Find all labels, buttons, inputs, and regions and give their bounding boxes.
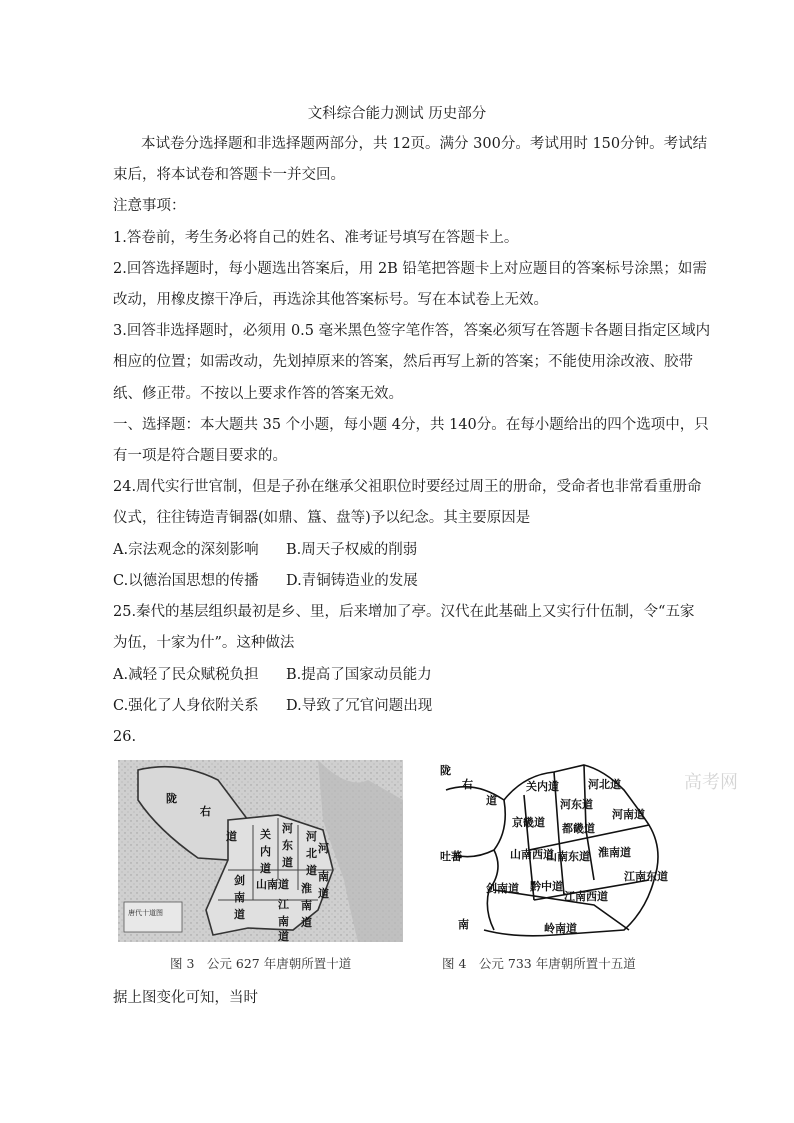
- map4-label: 淮南道: [598, 846, 631, 859]
- note-1: 1.答卷前，考生务必将自己的姓名、准考证号填写在答题卡上。: [113, 230, 519, 246]
- map3-label: 南: [234, 891, 245, 904]
- map3-label: 剑: [234, 874, 245, 887]
- map4-label: 河东道: [560, 798, 593, 811]
- q24-option-d: D.青铜铸造业的发展: [286, 573, 418, 589]
- q25-stem-line-1: 25.秦代的基层组织最初是乡、里，后来增加了亭。汉代在此基础上又实行什伍制，令“五家: [113, 604, 695, 620]
- map3-label: 河: [318, 842, 329, 855]
- q25-option-d: D.导致了冗官问题出现: [286, 698, 433, 714]
- map4-label: 吐蕃: [440, 850, 462, 863]
- caption-figure-4: 图 4 公元 733 年唐朝所置十五道: [442, 956, 636, 971]
- q25-stem-line-2: 为伍，十家为什”。这种做法: [113, 635, 295, 651]
- map4-label: 南: [458, 918, 469, 931]
- map3-label: 道: [226, 830, 237, 843]
- notes-heading: 注意事项：: [113, 198, 186, 214]
- map3-label: 南: [301, 899, 312, 912]
- q25-option-b: B.提高了国家动员能力: [286, 667, 432, 683]
- map4-label: 剑南道: [486, 882, 519, 895]
- map4-label: 河南道: [612, 808, 645, 821]
- map3-label: 关: [260, 828, 271, 841]
- q25-option-a: A.减轻了民众赋税负担: [113, 667, 259, 683]
- map3-label: 道: [318, 887, 329, 900]
- map4-label: 江南西道: [564, 890, 608, 903]
- q25-option-c: C.强化了人身依附关系: [113, 698, 259, 714]
- q24-stem-line-1: 24.周代实行世官制，但是子孙在继承父祖职位时要经过周王的册命，受命者也非常看重册命: [113, 479, 702, 495]
- map4-label: 京畿道: [512, 816, 545, 829]
- map-figure-4: [434, 760, 764, 942]
- note-2-line-1: 2.回答选择题时，每小题选出答案后，用 2B 铅笔把答题卡上对应题目的答案标号涂黑；如需: [113, 261, 707, 277]
- map4-label: 山南西道: [510, 848, 554, 861]
- map3-label: 南: [318, 870, 329, 883]
- map4-label: 道: [486, 794, 497, 807]
- map3-legend: 唐代十道图: [128, 909, 163, 917]
- map3-label: 道: [278, 930, 289, 942]
- map3-label: 东: [282, 839, 293, 852]
- q26-number: 26.: [113, 729, 137, 745]
- map-figure-3: [118, 760, 403, 942]
- map3-label: 南: [278, 915, 289, 928]
- section-1-line-1: 一、选择题：本大题共 35 个小题，每小题 4分，共 140分。在每小题给出的四个选项中，只: [113, 417, 709, 433]
- map4-label: 陇: [440, 764, 451, 777]
- map4-label: 都畿道: [562, 822, 595, 835]
- map3-label: 河: [282, 822, 293, 835]
- note-3-line-1: 3.回答非选择题时，必须用 0.5 毫米黑色签字笔作答，答案必须写在答题卡各题目指定区域内: [113, 323, 711, 339]
- map3-label: 北: [306, 847, 317, 860]
- map3-label: 右: [200, 805, 211, 818]
- intro-line-2: 束后，将本试卷和答题卡一并交回。: [113, 167, 345, 183]
- intro-line-1: 本试卷分选择题和非选择题两部分，共 12页。满分 300分。考试用时 150分钟。考试结: [141, 136, 708, 152]
- q24-stem-line-2: 仪式，往往铸造青铜器(如鼎、簋、盘等)予以纪念。其主要原因是: [113, 510, 531, 526]
- map4-label: 右: [462, 778, 473, 791]
- q26-stem: 据上图变化可知，当时: [113, 990, 258, 1006]
- map3-label: 淮: [301, 882, 312, 895]
- map3-label: 道: [260, 862, 271, 875]
- map4-label: 河北道: [588, 778, 621, 791]
- page-title: 文科综合能力测试 历史部分: [307, 106, 487, 122]
- note-3-line-2: 相应的位置；如需改动，先划掉原来的答案，然后再写上新的答案；不能使用涂改液、胶带: [113, 354, 693, 370]
- note-2-line-2: 改动，用橡皮擦干净后，再选涂其他答案标号。写在本试卷上无效。: [113, 292, 548, 308]
- map3-label: 陇: [166, 792, 177, 805]
- map3-label: 内: [260, 845, 271, 858]
- note-3-line-3: 纸、修正带。不按以上要求作答的答案无效。: [113, 386, 403, 402]
- map3-label: 道: [282, 856, 293, 869]
- map4-label: 江南东道: [624, 870, 668, 883]
- map4-label: 关内道: [526, 780, 559, 793]
- q24-option-c: C.以德治国思想的传播: [113, 573, 259, 589]
- q24-option-b: B.周天子权威的削弱: [286, 542, 418, 558]
- map4-label: 山南东道: [546, 850, 590, 863]
- section-1-line-2: 有一项是符合题目要求的。: [113, 448, 287, 464]
- q24-option-a: A.宗法观念的深刻影响: [113, 542, 259, 558]
- map4-label: 黔中道: [530, 880, 563, 893]
- map3-legend-box: [124, 902, 182, 932]
- map3-label: 江: [278, 898, 289, 911]
- map4-label: 岭南道: [544, 922, 577, 935]
- caption-figure-3: 图 3 公元 627 年唐朝所置十道: [170, 956, 352, 971]
- map3-label: 道: [301, 916, 312, 929]
- map3-label: 山南道: [256, 878, 289, 891]
- map4-watermark: 高考网: [684, 772, 738, 793]
- map3-label: 道: [234, 908, 245, 921]
- map3-label: 道: [306, 864, 317, 877]
- map3-label: 河: [306, 830, 317, 843]
